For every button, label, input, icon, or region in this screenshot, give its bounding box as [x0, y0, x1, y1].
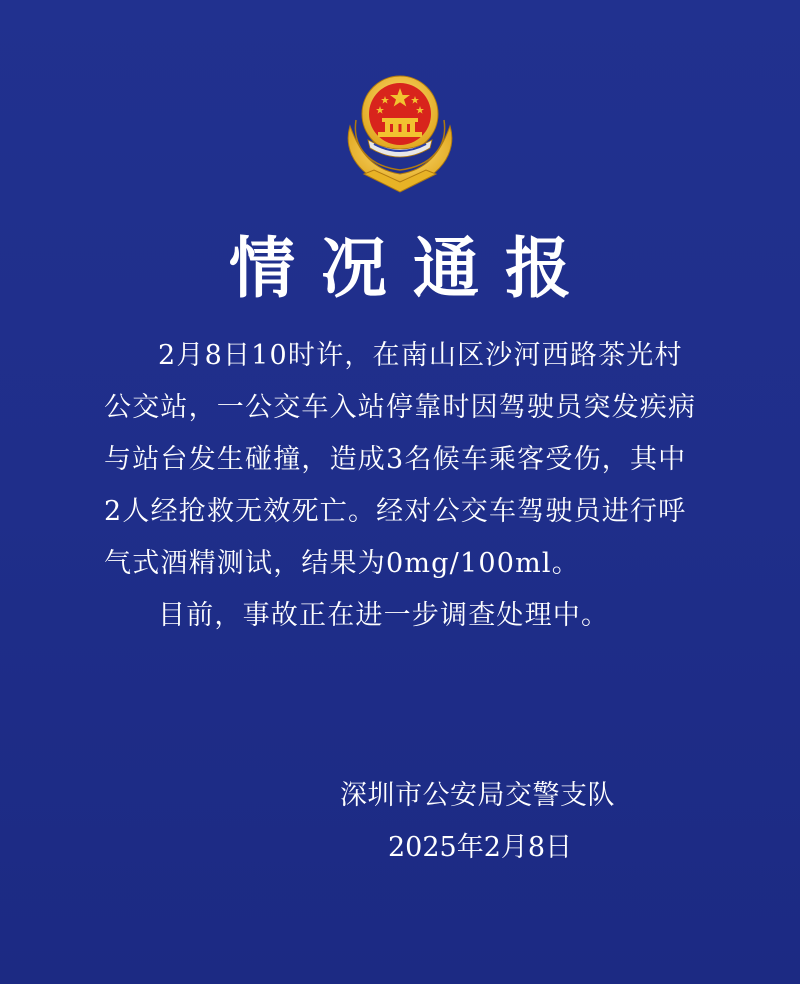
police-emblem-icon [330, 62, 470, 202]
notice-title: 情况通报 [229, 229, 597, 307]
issuer-name: 深圳市公安局交警支队 [340, 780, 615, 811]
notice-body [104, 330, 704, 642]
notice-paragraph-1: 2月8日10时许，在南山区沙河西路茶光村公交站，一公交车入站停靠时因驾驶员突发疾病与站台发生碰撞，造成3名候车乘客受伤，其中2人经抢救无效死亡。经对公交车驾驶员进行呼气式酒精测试，结果为0mg/100ml。 [104, 340, 697, 579]
notice-paragraph-2: 目前，事故正在进一步调查处理中。 [158, 600, 610, 631]
notice-signature [340, 770, 660, 874]
issue-date: 2025年2月8日 [388, 832, 573, 863]
